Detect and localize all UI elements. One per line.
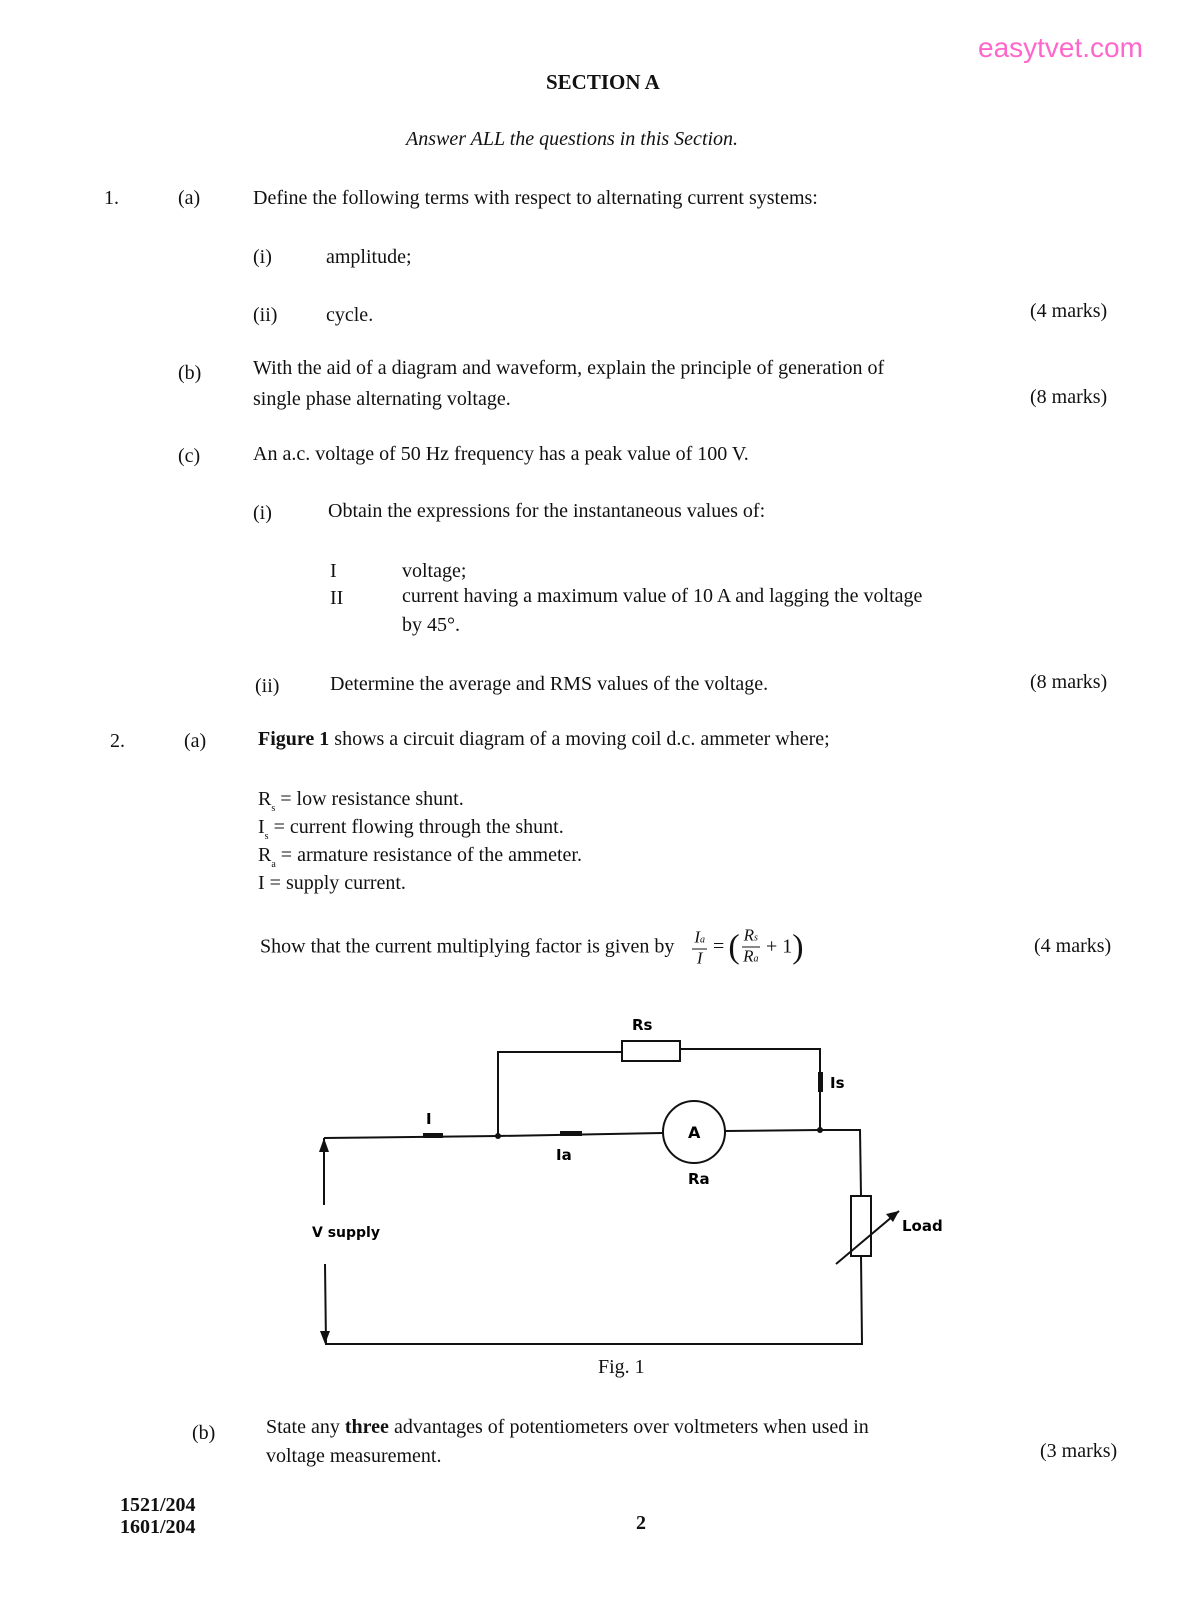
q1a-i-label: (i)	[253, 246, 272, 268]
q1c-marks: (8 marks)	[1030, 671, 1108, 693]
load-resistor	[851, 1196, 871, 1256]
definition-ra: $R_a$ = armature resistance of the ammeter.	[258, 844, 582, 870]
q1a-label: (a)	[178, 187, 201, 209]
q2b-label: (b)	[192, 1422, 216, 1444]
junction-left	[495, 1133, 501, 1139]
label-i: I	[426, 1110, 432, 1128]
definition-is: $I_s$ = current flowing through the shunt.	[258, 816, 564, 842]
current-ia-arrow	[560, 1131, 582, 1136]
q1a-text: Define the following terms with respect to alternating current systems:	[253, 187, 818, 209]
formula-plus-one: + 1	[765, 935, 793, 958]
definition-i: I = supply current.	[258, 872, 406, 894]
q1c-i-I-text: voltage;	[402, 560, 467, 582]
watermark: easytvet.com	[978, 32, 1143, 63]
q1c-ii-label: (ii)	[255, 675, 280, 697]
main-wire	[324, 1133, 663, 1138]
formula-lhs: $\frac{Ia}{I}$	[694, 927, 706, 967]
q1a-ii-text: cycle.	[326, 304, 374, 326]
label-load: Load	[902, 1217, 943, 1235]
q1b-line1: With the aid of a diagram and waveform, explain the principle of generation of	[253, 357, 885, 379]
label-is: Is	[830, 1074, 845, 1092]
label-vsupply: V supply	[312, 1225, 380, 1241]
shunt-wire-left	[498, 1052, 622, 1136]
q1-number: 1.	[104, 187, 119, 209]
q2b-line1: State any three advantages of potentiometers over voltmeters when used in	[266, 1416, 869, 1438]
ammeter-label: A	[688, 1123, 701, 1142]
section-instruction: Answer ALL the questions in this Section.	[406, 128, 739, 150]
figure-caption: Fig. 1	[598, 1356, 645, 1378]
label-ra: Ra	[688, 1170, 710, 1188]
q1c-i-I-label: I	[330, 560, 337, 582]
label-rs: Rs	[632, 1016, 653, 1034]
q1c-i-II-line1: current having a maximum value of 10 A and lagging the voltage	[402, 585, 923, 607]
q1b-line2: single phase alternating voltage.	[253, 388, 511, 410]
q2a-text-rest: shows a circuit diagram of a moving coil d.c. ammeter where;	[329, 728, 830, 750]
definition-rs: $R_s$ = low resistance shunt.	[258, 788, 464, 814]
q1a-marks: (4 marks)	[1030, 300, 1108, 322]
q2b-marks: (3 marks)	[1040, 1440, 1118, 1462]
junction-right	[817, 1127, 823, 1133]
q1c-i-text: Obtain the expressions for the instantaneous values of:	[328, 500, 766, 522]
q1a-i-text: amplitude;	[326, 246, 412, 268]
current-i-arrow	[423, 1133, 443, 1138]
formula-equals: =	[713, 935, 725, 958]
supply-arrow-top	[319, 1138, 329, 1152]
footer-code-1: 1521/204	[120, 1494, 196, 1516]
supply-arrow-bottom	[320, 1331, 330, 1344]
section-title: SECTION A	[546, 70, 660, 94]
label-ia: Ia	[556, 1146, 572, 1164]
q1c-ii-text: Determine the average and RMS values of the voltage.	[330, 673, 769, 695]
q1c-label: (c)	[178, 445, 201, 467]
q1b-label: (b)	[178, 362, 202, 384]
footer-code-2: 1601/204	[120, 1516, 196, 1538]
right-wire	[725, 1130, 861, 1196]
q1a-ii-label: (ii)	[253, 304, 278, 326]
q2a-marks: (4 marks)	[1034, 935, 1112, 957]
q1b-marks: (8 marks)	[1030, 386, 1108, 408]
formula-rhs-fraction: $\frac{Rs}{Ra}$	[743, 925, 759, 966]
q1c-i-label: (i)	[253, 502, 272, 524]
show-that-line: Show that the current multiplying factor is given by $\frac{Ia}{I}$ = ( $\frac{Rs}{Ra}$ + 1 )	[260, 925, 804, 967]
q2b-emphasis: three	[344, 1416, 389, 1438]
show-that-text: Show that the current multiplying factor is given by	[260, 935, 675, 958]
shunt-wire-right	[680, 1049, 820, 1130]
q2b-line2: voltage measurement.	[266, 1445, 442, 1467]
bottom-wire	[325, 1256, 862, 1344]
q1c-text: An a.c. voltage of 50 Hz frequency has a peak value of 100 V.	[253, 443, 749, 465]
figure-reference: Figure 1	[258, 728, 330, 750]
q2-number: 2.	[110, 730, 125, 752]
current-is-arrow	[818, 1072, 823, 1092]
q1c-i-II-line2: by 45°.	[402, 614, 460, 636]
q1c-i-II-label: II	[330, 587, 344, 609]
q2a-label: (a)	[184, 730, 207, 752]
page-number: 2	[636, 1512, 646, 1534]
shunt-resistor	[622, 1041, 680, 1061]
